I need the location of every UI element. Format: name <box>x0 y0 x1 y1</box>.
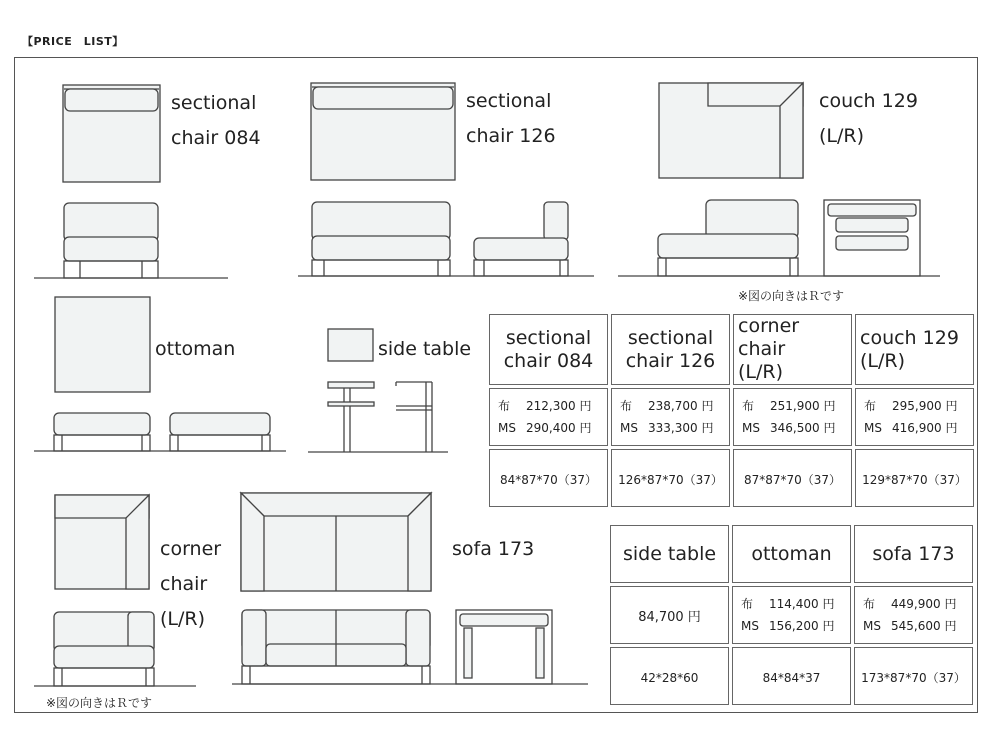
sofa-173-top-drawing <box>238 490 434 594</box>
dimension-cell: 84*87*70（37） <box>489 449 608 507</box>
dimension-cell: 173*87*70（37） <box>854 647 973 705</box>
table-header-cell: side table <box>610 525 729 583</box>
dimension-cell: 126*87*70（37） <box>611 449 730 507</box>
price-cell: 布 114,400 円 MS 156,200 円 <box>732 586 851 644</box>
ottoman-label: ottoman <box>155 338 236 360</box>
orientation-note-top: ※図の向きはＲです <box>738 289 845 303</box>
table-row <box>489 314 974 385</box>
sofa-173-front-drawing <box>232 606 588 692</box>
dimension-cell: 87*87*70（37） <box>733 449 852 507</box>
orientation-note-bottom: ※図の向きはＲです <box>46 696 153 710</box>
corner-chair-label: corner chair (L/R) <box>160 538 222 630</box>
table-header-cell: ottoman <box>732 525 851 583</box>
sectional-126-label: sectional chair 126 <box>466 90 556 147</box>
sectional-084-label: sectional chair 084 <box>171 92 261 149</box>
ottoman-top-drawing <box>54 296 152 394</box>
page-title: 【PRICE LIST】 <box>22 35 124 48</box>
side-table-top-drawing <box>327 328 375 364</box>
table-header-cell: sofa 173 <box>854 525 973 583</box>
dimension-cell: 129*87*70（37） <box>855 449 974 507</box>
price-cell: 布 251,900 円 MS 346,500 円 <box>733 388 852 446</box>
couch-129-top-drawing <box>656 80 806 180</box>
dimension-cell: 84*84*37 <box>732 647 851 705</box>
table-row <box>610 647 973 705</box>
price-cell: 布 295,900 円 MS 416,900 円 <box>855 388 974 446</box>
sectional-084-front-drawing <box>34 200 228 286</box>
side-table-label: side table <box>378 338 472 360</box>
sectional-126-top-drawing <box>308 82 458 182</box>
table-header-cell: sectional chair 084 <box>489 314 608 385</box>
table-row <box>610 525 973 583</box>
table-header-cell: couch 129 (L/R) <box>855 314 974 385</box>
price-cell: 84,700 円 <box>610 586 729 644</box>
corner-chair-top-drawing <box>52 492 152 592</box>
price-table-main <box>486 311 977 510</box>
couch-129-front-drawing <box>618 196 940 286</box>
price-cell: 布 449,900 円 MS 545,600 円 <box>854 586 973 644</box>
price-table-secondary <box>607 522 976 708</box>
table-header-cell: sectional chair 126 <box>611 314 730 385</box>
price-cell: 布 238,700 円 MS 333,300 円 <box>611 388 730 446</box>
table-row <box>489 449 974 507</box>
table-row <box>610 586 973 644</box>
price-cell: 布 212,300 円 MS 290,400 円 <box>489 388 608 446</box>
couch-129-label: couch 129 (L/R) <box>819 90 918 147</box>
sectional-084-top-drawing <box>60 84 164 184</box>
sectional-126-front-drawing <box>298 198 594 284</box>
table-row <box>489 388 974 446</box>
ottoman-front-drawing <box>34 410 286 456</box>
dimension-cell: 42*28*60 <box>610 647 729 705</box>
sofa-173-label: sofa 173 <box>452 538 535 560</box>
table-header-cell: corner chair (L/R) <box>733 314 852 385</box>
side-table-front-drawing <box>308 380 448 456</box>
